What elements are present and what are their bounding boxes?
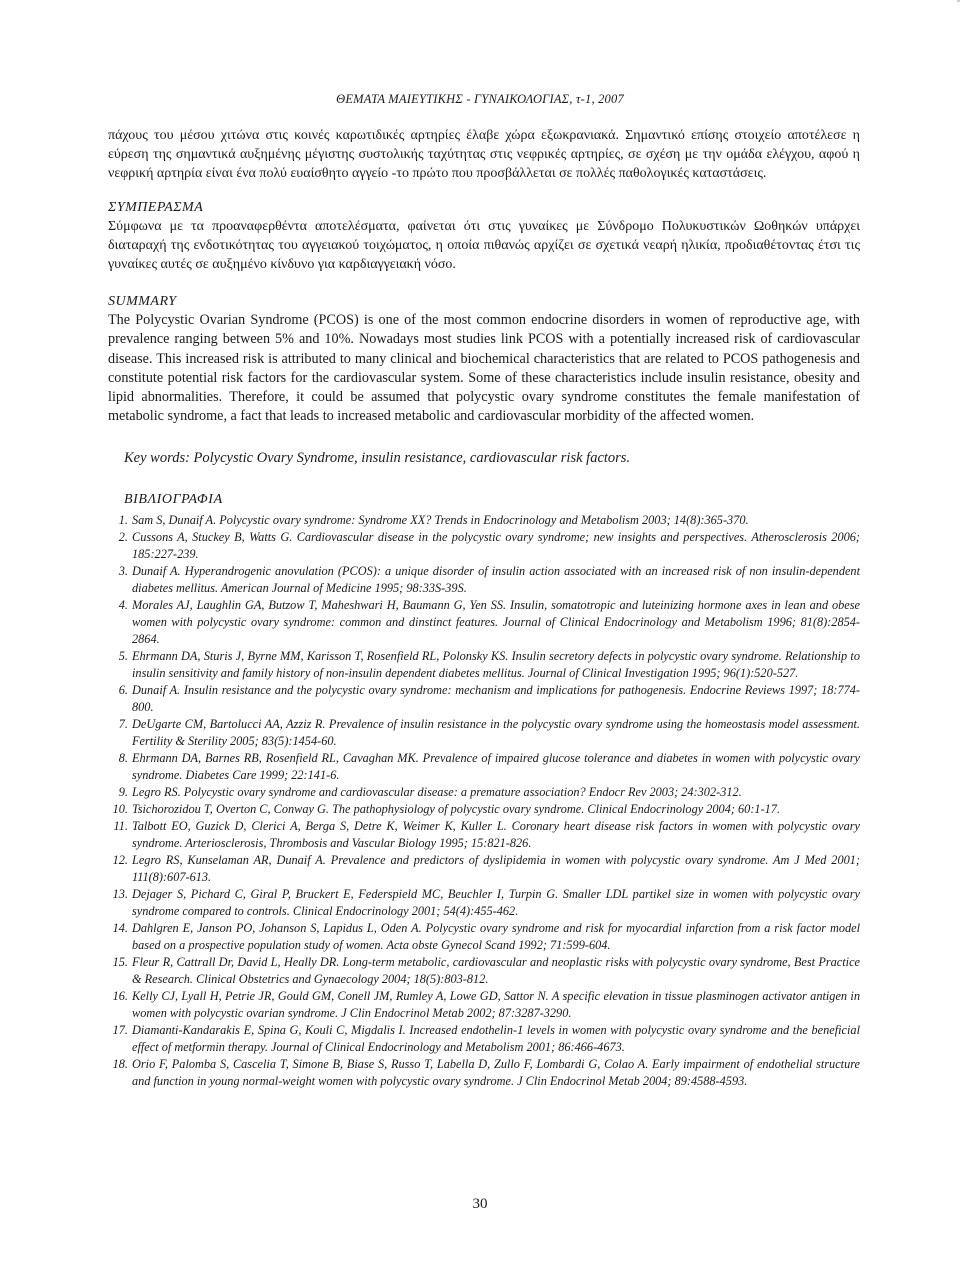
reference-number: 7. [118, 717, 128, 732]
reference-number: 9. [118, 785, 128, 800]
reference-item [108, 1022, 860, 1056]
reference-item [108, 886, 860, 920]
reference-item [108, 597, 860, 648]
reference-item [108, 716, 860, 750]
reference-number: 13. [112, 887, 128, 902]
reference-text: DeUgarte CM, Bartolucci AA, Azziz R. Prevalence of insulin resistance in the polycystic ovary syndrome using the homeostasis model assessment. Fertility & Sterility 2005; 83(5):1454-60. [132, 717, 860, 749]
reference-number: 10. [112, 802, 128, 817]
keywords-line: Key words: Polycystic Ovary Syndrome, insulin resistance, cardiovascular risk factors. [124, 450, 631, 467]
reference-number: 1. [118, 513, 128, 528]
reference-text: Kelly CJ, Lyall H, Petrie JR, Gould GM, Conell JM, Rumley A, Lowe GD, Sattor N. A specific elevation in tissue plasminogen activator antigen in women with polycystic ovarian syndrome. J Clin Endocrinol Metab 2002; 87:3287-3290. [132, 989, 860, 1021]
reference-number: 4. [118, 598, 128, 613]
reference-item [108, 648, 860, 682]
reference-item [108, 988, 860, 1022]
reference-text: Morales AJ, Laughlin GA, Butzow T, Maheshwari H, Baumann G, Yen SS. Insulin, somatotropic and luteinizing hormone axes in lean and obese women with polycystic ovary syndrome: common and dinstinct features. Journal of Clinical Endocrinology and Metabolism 1996; 81(8):2854-2864. [132, 598, 860, 647]
reference-item [108, 563, 860, 597]
page-number: 30 [472, 1196, 488, 1212]
running-header: ΘΕΜΑΤΑ ΜΑΙΕΥΤΙΚΗΣ - ΓΥΝΑΙΚΟΛΟΓΙΑΣ, τ-1, 2007 [336, 92, 624, 106]
reference-text: Dunaif A. Insulin resistance and the polycystic ovary syndrome: mechanism and implications for pathogenesis. Endocrine Reviews 1997; 18:774-800. [132, 683, 860, 715]
reference-number: 17. [112, 1023, 128, 1038]
reference-text: Cussons A, Stuckey B, Watts G. Cardiovascular disease in the polycystic ovary syndrome; new insights and perspectives. Atherosclerosis 2006; 185:227-239. [132, 530, 860, 562]
reference-item [108, 682, 860, 716]
reference-text: Diamanti-Kandarakis E, Spina G, Kouli C, Migdalis I. Increased endothelin-1 levels in women with polycystic ovary syndrome and the beneficial effect of metformin therapy. Journal of Clinical Endocrinology and Metabolism 2001; 86:466-4673. [132, 1023, 860, 1055]
reference-number: 18. [112, 1057, 128, 1072]
reference-text: Orio F, Palomba S, Cascelia T, Simone B, Biase S, Russo T, Labella D, Zullo F, Lombardi G, Colao A. Early impairment of endothelial structure and function in young normal-weight women with polycystic ovary syndrome. J Clin Endocrinol Metab 2004; 89:4588-4593. [132, 1057, 860, 1089]
reference-item [108, 1056, 860, 1090]
summary-section [108, 292, 860, 426]
conclusion-paragraph: Σύμφωνα με τα προαναφερθέντα αποτελέσματα, φαίνεται ότι στις γυναίκες με Σύνδρομο Πολυκυστικών Ωοθηκών υπάρχει διαταραχή της ενδοτικότητας του αγγειακού τοιχώματος, η οποία πιθανώς αρχίζει σε σχετικά νεαρή ηλικία, προδιαθέτοντας έτσι τις γυναίκες αυτές σε αυξημένο κίνδυνο για καρδιαγγειακή νόσο. [108, 218, 860, 273]
reference-text: Dejager S, Pichard C, Giral P, Bruckert E, Federspield MC, Beuchler I, Turpin G. Smaller LDL partikel size in women with polycystic ovary syndrome compared to controls. Clinical Endocrinology 2001; 54(4):455-462. [132, 887, 860, 919]
reference-text: Dunaif A. Hyperandrogenic anovulation (PCOS): a unique disorder of insulin action associated with an increased risk of non insulin-dependent diabetes mellitus. American Journal of Medicine 1995; 98:33S-39S. [132, 564, 860, 596]
summary-paragraph: The Polycystic Ovarian Syndrome (PCOS) is one of the most common endocrine disorders in women of reproductive age, with prevalence ranging between 5% and 10%. Nowadays most studies link PCOS with a potentially increased risk of cardiovascular disease. This increased risk is attributed to many clinical and biochemical characteristics that are related to PCOS pathogenesis and constitute potential risk factors for the cardiovascular system. Some of these characteristics include insulin resistance, obesity and lipid abnormalities. Therefore, it could be assumed that polycystic ovary syndrome constitutes the female manifestation of metabolic syndrome, a fact that leads to increased metabolic and cardiovascular morbidity of the affected women. [108, 312, 860, 425]
reference-item [108, 818, 860, 852]
reference-number: 11. [113, 819, 128, 834]
reference-item [108, 852, 860, 886]
intro-paragraph: πάχους του μέσου χιτώνα στις κοινές καρωτιδικές αρτηρίες έλαβε χώρα εξωκρανιακά. Σημαντικό επίσης στοιχείο αποτέλεσε η εύρεση της σημαντικά αυξημένης μέγιστης συστολικής ταχύτητας στις νεφρικές αρτηρίες, σε σχέση με την ομάδα ελέγχου, αφού η νεφρική αρτηρία είναι ένα πολύ ευαίσθητο αγγείο -το πρώτο που προσβάλλεται σε πολλές παθολογικές καταστάσεις. [108, 128, 860, 182]
reference-text: Sam S, Dunaif A. Polycystic ovary syndrome: Syndrome XX? Trends in Endocrinology and Metabolism 2003; 14(8):365-370. [132, 513, 749, 528]
reference-text: Legro RS, Kunselaman AR, Dunaif A. Prevalence and predictors of dyslipidemia in women with polycystic ovary syndrome. Am J Med 2001; 111(8):607-613. [132, 853, 860, 885]
reference-number: 15. [112, 955, 128, 970]
reference-text: Ehrmann DA, Barnes RB, Rosenfield RL, Cavaghan MK. Prevalence of impaired glucose tolerance and diabetes in women with polycystic ovary syndrome. Diabetes Care 1999; 22:141-6. [132, 751, 860, 783]
reference-text: Legro RS. Polycystic ovary syndrome and cardiovascular disease: a premature association? Endocr Rev 2003; 24:302-312. [132, 785, 742, 800]
reference-number: 8. [118, 751, 128, 766]
reference-text: Talbott EO, Guzick D, Clerici A, Berga S, Detre K, Weimer K, Kuller L. Coronary heart disease risk factors in women with polycystic ovary syndrome. Arteriosclerosis, Thrombosis and Vascular Biology 1995; 15:821-826. [132, 819, 860, 851]
conclusion-heading: ΣΥΜΠΕΡΑΣΜΑ [108, 199, 204, 215]
reference-number: 3. [118, 564, 128, 579]
reference-number: 14. [112, 921, 128, 936]
reference-item [108, 784, 860, 801]
reference-number: 5. [118, 649, 128, 664]
reference-text: Fleur R, Cattrall Dr, David L, Heally DR. Long-term metabolic, cardiovascular and neoplastic risks with polycystic ovary syndrome, Best Practice & Research. Clinical Obstetrics and Gynaecology 2004; 18(5):803-812. [132, 955, 860, 987]
article-body [108, 126, 860, 1090]
reference-number: 16. [112, 989, 128, 1004]
reference-text: Ehrmann DA, Sturis J, Byrne MM, Karisson T, Rosenfield RL, Polonsky KS. Insulin secretory defects in polycystic ovary syndrome. Relationship to insulin sensitivity and family history of non-insulin dependent diabetes mellitus. Journal of Clinical Investigation 1995; 96(1):520-527. [132, 649, 860, 681]
conclusion-section [108, 198, 860, 275]
reference-item [108, 750, 860, 784]
reference-number: 2. [118, 530, 128, 545]
reference-item [108, 529, 860, 563]
reference-item [108, 801, 860, 818]
reference-number: 12. [112, 853, 128, 868]
reference-text: Tsichorozidou T, Overton C, Conway G. The pathophysiology of polycystic ovary syndrome. Clinical Endocrinology 2004; 60:1-17. [132, 802, 781, 817]
reference-item [108, 954, 860, 988]
reference-item [108, 512, 860, 529]
reference-item [108, 920, 860, 954]
reference-number: 6. [118, 683, 128, 698]
summary-heading: SUMMARY [108, 294, 177, 310]
reference-list [108, 512, 860, 1090]
bibliography-heading: ΒΙΒΛΙΟΓΡΑΦΙΑ [124, 492, 223, 508]
bibliography-section [108, 490, 860, 1090]
reference-text: Dahlgren E, Janson PO, Johanson S, Lapidus L, Oden A. Polycystic ovary syndrome and risk for myocardial infarction from a risk factor model based on a prospective population study of women. Acta obste Gynecol Scand 1992; 71:599-604. [132, 921, 860, 953]
